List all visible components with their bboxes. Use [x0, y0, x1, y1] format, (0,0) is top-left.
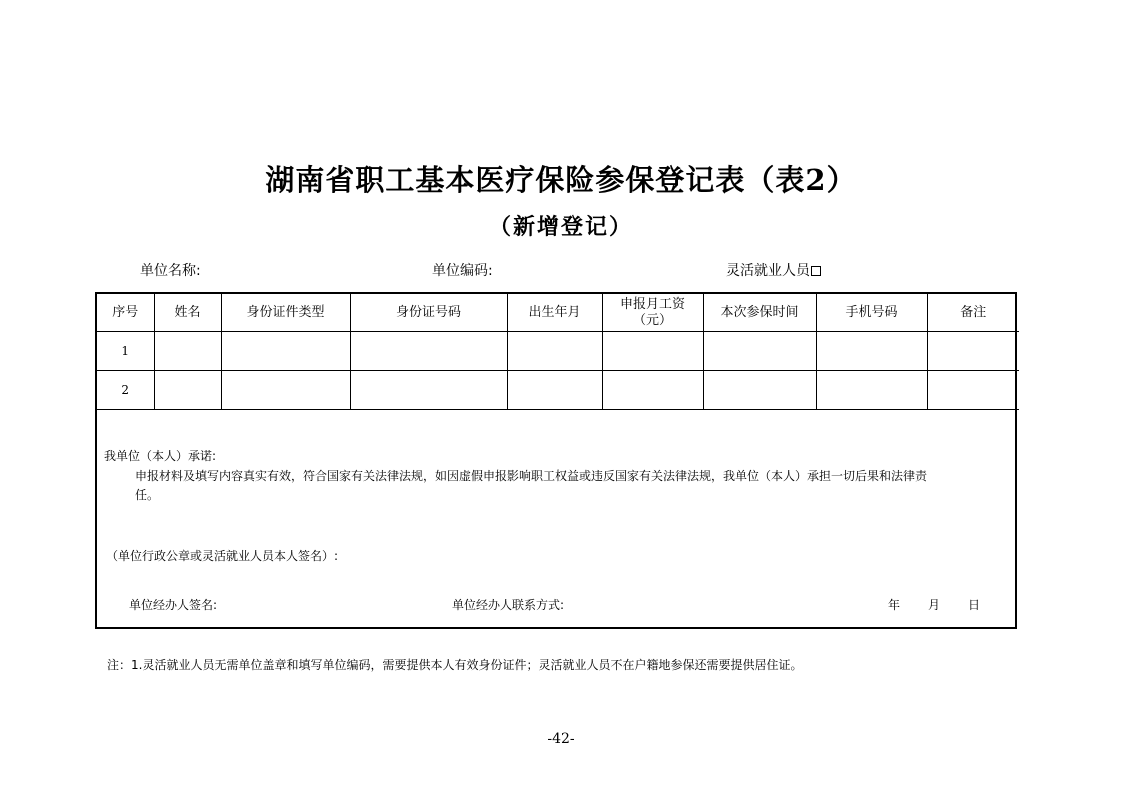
unit-name-label: 单位名称: — [140, 263, 201, 279]
name-cell[interactable] — [154, 371, 221, 410]
birth-date-cell[interactable] — [507, 332, 602, 371]
enroll-time-cell[interactable] — [703, 371, 816, 410]
header-serial-no: 序号 — [97, 294, 154, 332]
id-number-cell[interactable] — [350, 371, 507, 410]
birth-date-cell[interactable] — [507, 371, 602, 410]
phone-cell[interactable] — [816, 332, 927, 371]
header-name: 姓名 — [154, 294, 221, 332]
header-monthly-wage — [602, 294, 703, 332]
flexible-employment-field — [726, 260, 821, 280]
table-row — [97, 371, 1019, 410]
agent-contact-label: 单位经办人联系方式: — [452, 598, 565, 612]
monthly-wage-cell[interactable] — [602, 371, 703, 410]
header-id-number: 身份证号码 — [350, 294, 507, 332]
header-monthly-wage-line1: 申报月工资 — [619, 296, 685, 312]
unit-code-label: 单位编码: — [432, 263, 493, 279]
date-year-label: 年 — [888, 598, 901, 612]
declaration-body-line1: 申报材料及填写内容真实有效，符合国家有关法律法规，如因虚假申报影响职工权益或违反国家有关法律法规，我单位（本人）承担一切后果和法律责 — [135, 469, 928, 483]
form-title: 湖南省职工基本医疗保险参保登记表（表2） — [265, 163, 857, 197]
footnote: 注：1.灵活就业人员无需单位盖章和填写单位编码，需要提供本人有效身份证件；灵活就业人员不在户籍地参保还需要提供居住证。 — [107, 658, 803, 672]
header-birth-date: 出生年月 — [507, 294, 602, 332]
declaration-section — [97, 411, 1015, 627]
enroll-time-cell[interactable] — [703, 332, 816, 371]
table-row — [97, 332, 1019, 371]
id-number-cell[interactable] — [350, 332, 507, 371]
monthly-wage-cell[interactable] — [602, 332, 703, 371]
id-type-cell[interactable] — [221, 371, 350, 410]
date-month-label: 月 — [928, 598, 941, 612]
declaration-heading: 我单位（本人）承诺: — [104, 449, 217, 463]
remarks-cell[interactable] — [927, 332, 1019, 371]
header-phone: 手机号码 — [816, 294, 927, 332]
header-id-type: 身份证件类型 — [221, 294, 350, 332]
id-type-cell[interactable] — [221, 332, 350, 371]
header-remarks: 备注 — [927, 294, 1019, 332]
phone-cell[interactable] — [816, 371, 927, 410]
form-subtitle: （新增登记） — [488, 214, 633, 240]
seal-signature-label: （单位行政公章或灵活就业人员本人签名）: — [106, 549, 339, 563]
flexible-employment-label: 灵活就业人员 — [726, 263, 810, 279]
header-monthly-wage-line2: （元） — [632, 312, 672, 328]
name-cell[interactable] — [154, 332, 221, 371]
registration-table — [97, 294, 1019, 410]
registration-form — [95, 292, 1017, 629]
declaration-body-line2: 任。 — [135, 488, 160, 502]
page-number: -42- — [547, 731, 575, 747]
row-serial-no: 1 — [97, 332, 154, 371]
row-serial-no: 2 — [97, 371, 154, 410]
table-header-row — [97, 294, 1019, 332]
agent-signature-label: 单位经办人签名: — [129, 598, 218, 612]
header-enroll-time: 本次参保时间 — [703, 294, 816, 332]
flexible-employment-checkbox[interactable] — [811, 266, 821, 276]
date-day-label: 日 — [968, 598, 981, 612]
remarks-cell[interactable] — [927, 371, 1019, 410]
